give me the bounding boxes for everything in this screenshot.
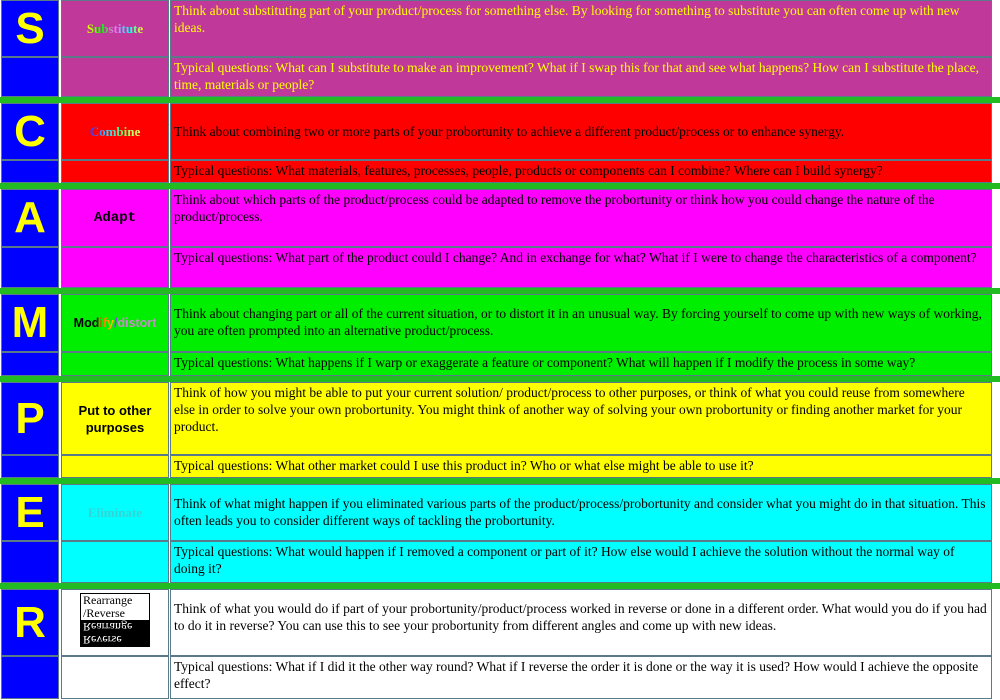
letter-m: M bbox=[1, 294, 59, 352]
letter-c-lower-cell bbox=[1, 160, 59, 183]
technique-description: Think of what you would do if part of your probortunity/product/process worked in reverse or done in a different order. What would you do if you had to do it in reverse? You can use this to see your probortunity from different angles and come up with new ideas. bbox=[170, 589, 992, 656]
technique-name-lower-cell bbox=[61, 247, 169, 288]
technique-name: Adapt bbox=[93, 210, 136, 226]
row-eliminate bbox=[0, 484, 1000, 583]
technique-name-cell bbox=[61, 382, 169, 455]
technique-name-cell bbox=[61, 103, 169, 160]
technique-description: Think about changing part or all of the current situation, or to distort it in an unusual way. By forcing yourself to come up with new ways of working, you are often prompted into an alternative product/process. bbox=[170, 294, 992, 352]
technique-description: Think about which parts of the product/process could be adapted to remove the probortunity or think how you could change the nature of the product/process. bbox=[170, 189, 992, 247]
technique-name-lower-cell bbox=[61, 541, 169, 583]
technique-name-lower-cell bbox=[61, 57, 169, 97]
technique-name-lower-cell bbox=[61, 455, 169, 478]
typical-questions: Typical questions: What other market could I use this product in? Who or what else might be able to use it? bbox=[170, 455, 992, 478]
letter-c: C bbox=[1, 103, 59, 160]
letter-p-lower-cell bbox=[1, 455, 59, 478]
row-put-to-other-purposes bbox=[0, 382, 1000, 478]
typical-questions: Typical questions: What happens if I warp or exaggerate a feature or component? What will happen if I modify the process in some way? bbox=[170, 352, 992, 376]
typical-questions: Typical questions: What if I did it the other way round? What if I reverse the order it is done or the way it is used? How would I achieve the opposite effect? bbox=[170, 656, 992, 699]
letter-p: P bbox=[1, 382, 59, 455]
technique-name-mirror-line1: Reverse bbox=[83, 633, 122, 647]
letter-m-lower-cell bbox=[1, 352, 59, 376]
technique-description: Think about substituting part of your product/process for something else. By looking for something to substitute you can often come up with new ideas. bbox=[170, 0, 992, 57]
letter-a: A bbox=[1, 189, 59, 247]
row-combine bbox=[0, 103, 1000, 183]
technique-name-lower-cell bbox=[61, 656, 169, 699]
technique-name: Combine bbox=[89, 123, 141, 139]
technique-name-distort: distort bbox=[117, 316, 157, 330]
letter-r: R bbox=[1, 589, 59, 656]
letter-a-lower-cell bbox=[1, 247, 59, 288]
typical-questions: Typical questions: What can I substitute to make an improvement? What if I swap this for that and see what happens? How can I substitute the place, time, materials or people? bbox=[170, 57, 992, 97]
technique-name-cell bbox=[61, 189, 169, 247]
row-adapt bbox=[0, 189, 1000, 288]
letter-s-lower-cell bbox=[1, 57, 59, 97]
typical-questions: Typical questions: What would happen if I removed a component or part of it? How else would I achieve the solution without the normal way of doing it? bbox=[170, 541, 992, 583]
typical-questions: Typical questions: What part of the product could I change? And in exchange for what? What if I were to change the characteristics of a component? bbox=[170, 247, 992, 288]
technique-name bbox=[74, 316, 157, 330]
row-rearrange bbox=[0, 589, 1000, 699]
technique-name-line1: Rearrange bbox=[83, 593, 133, 607]
rearrange-reverse-graphic bbox=[80, 593, 150, 647]
technique-name-lower-cell bbox=[61, 160, 169, 183]
technique-description: Think about combining two or more parts of your probortunity to achieve a different product/process or to enhance synergy. bbox=[170, 103, 992, 160]
letter-e-lower-cell bbox=[1, 541, 59, 583]
technique-name: Put to other purposes bbox=[78, 402, 152, 435]
letter-e: E bbox=[1, 484, 59, 541]
row-substitute bbox=[0, 0, 1000, 97]
technique-name-modify: Modify bbox=[73, 316, 114, 330]
technique-name-lower-cell bbox=[61, 352, 169, 376]
technique-name-cell bbox=[61, 294, 169, 352]
technique-name-line2: /Reverse bbox=[83, 606, 125, 620]
technique-name-slash: / bbox=[113, 316, 118, 330]
technique-name-cell bbox=[61, 0, 169, 57]
typical-questions: Typical questions: What materials, features, processes, people, products or components can I combine? Where can I build synergy? bbox=[170, 160, 992, 183]
technique-name: Substitute bbox=[86, 20, 144, 36]
technique-name-cell bbox=[61, 589, 169, 656]
technique-name-mirror-line2: Rearrange bbox=[83, 620, 133, 634]
technique-description: Think of what might happen if you eliminated various parts of the product/process/probortunity and consider what you might do in that situation. This often leads you to consider different ways of tackling the probortunity. bbox=[170, 484, 992, 541]
technique-name: Eliminate bbox=[87, 504, 143, 520]
technique-name-cell bbox=[61, 484, 169, 541]
row-modify bbox=[0, 294, 1000, 376]
letter-r-lower-cell bbox=[1, 656, 59, 699]
technique-description: Think of how you might be able to put your current solution/ product/process to other purposes, or think of what you could reuse from somewhere else in order to solve your own probortunity. You might think of another way of solving your own probortunity or finding another market for your product. bbox=[170, 382, 992, 455]
letter-s: S bbox=[1, 0, 59, 57]
